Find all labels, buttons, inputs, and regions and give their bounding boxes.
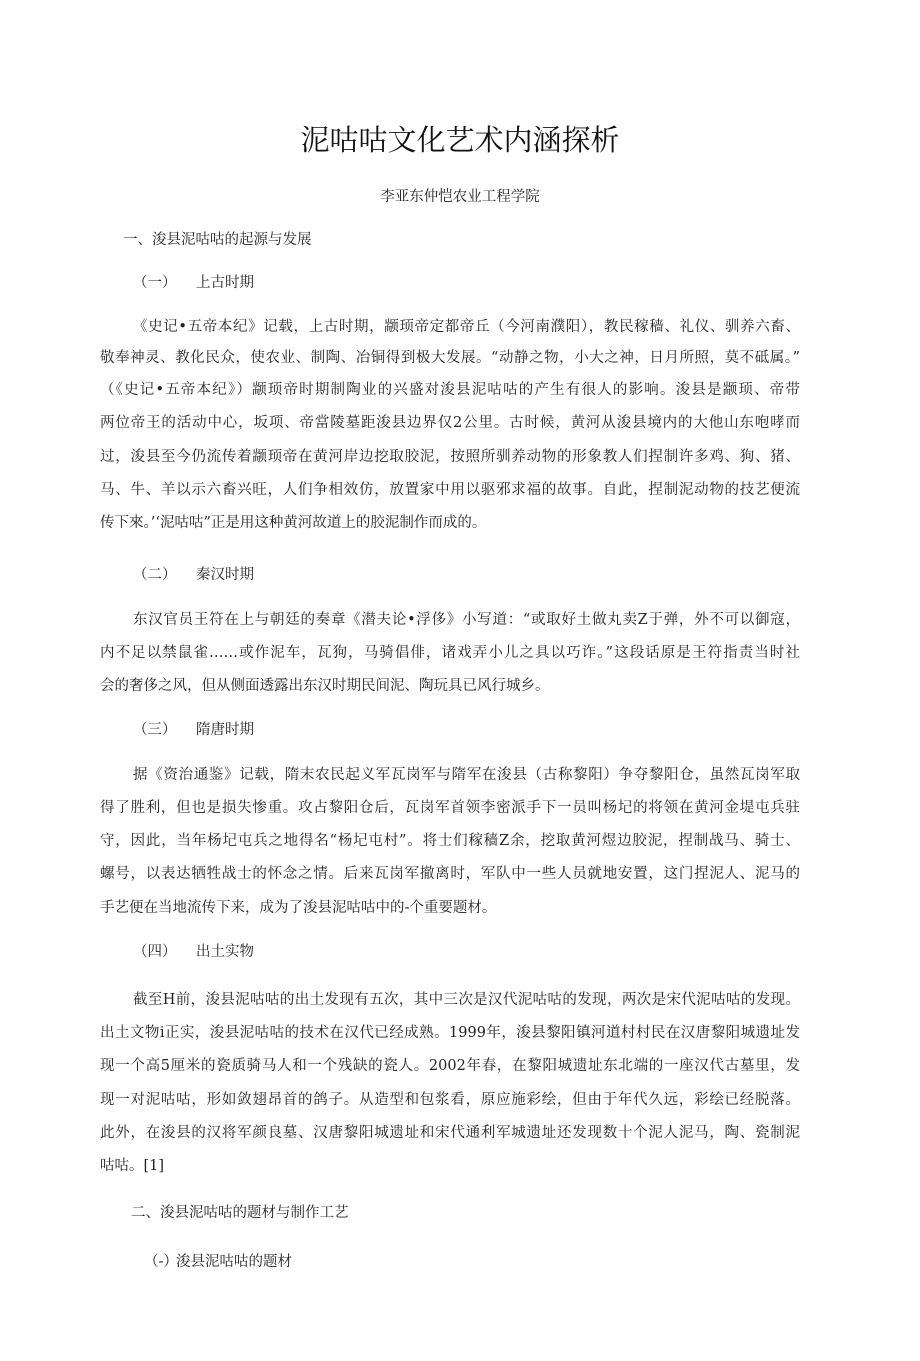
paragraph-line: 据《资治通鉴》记载，隋末农民起义军瓦岗军与隋军在浚县（古称黎阳）争夺黎阳仓，虽然瓦岗军取 — [133, 767, 800, 783]
subsection-heading: 出土实物 — [196, 944, 254, 960]
subsection-number: （四） — [133, 944, 177, 960]
paragraph-line: 会的奢侈之风，但从侧面透露出东汉时期民间泥、陶玩具已风行城乡。 — [100, 678, 550, 694]
paragraph-line: 咕咕。[1] — [100, 1158, 165, 1174]
section-heading: 一、浚县泥咕咕的起源与发展 — [123, 232, 312, 248]
paragraph-line: 传下來。’‘泥咕咕”正是用这种黄河故道上的胶泥制作而成的。 — [100, 515, 487, 531]
paragraph-line: 现一个高5厘米的瓷质骑马人和一个残缺的瓷人。2002年春，在黎阳城遗址东北端的一座汉代古墓里，发 — [100, 1058, 800, 1074]
paragraph-line: 得了胜利，但也是损失惨重。攻占黎阳仓后，瓦岗军首领李密派手下一员叫杨圮的将领在黄河金堤屯兵驻 — [100, 800, 800, 816]
paragraph-line: （《史记•五帝本纪》）颛顼帝时期制陶业的兴盛对浚县泥咕咕的产生有很人的影响。浚县是颛顼、帝带 — [100, 382, 800, 398]
subsection-heading: 隋唐时期 — [196, 722, 254, 738]
paragraph-line: 《史记•五帝本纪》记载，上古时期，颛顼帝定都帝丘（今河南濮阳），教民稼穑、礼仪、驯养六畜、 — [133, 319, 800, 335]
paragraph-line: 过，浚县至今仍流传着颛顼帝在黄河岸边挖取胶泥，按照所驯养动物的形象教人们捏制许多鸡、狗、猪、 — [100, 449, 800, 465]
author-line: 李亚东仲恺农业工程学院 — [380, 189, 540, 205]
document-title: 泥咕咕文化艺术内涵探析 — [300, 123, 620, 157]
paragraph-line: 马、牛、羊以示六畜兴旺，人们争相效仿，放置家中用以驱邪求福的故事。自此，捏制泥动物的技艺便流 — [100, 482, 800, 498]
paragraph-line: 东汉官员王符在上与朝廷的奏章《潜夫论•浮侈》小写道：“或取好土做丸卖Z于弹，外不可以御寇， — [133, 612, 800, 628]
subsection-number: （二） — [133, 567, 177, 583]
paragraph-line: 敬奉神灵、教化民众，使农业、制陶、冶铜得到极大发展。“动静之物，小大之神，日月所照，莫不砥属。” — [100, 350, 800, 366]
paragraph-line: 现一对泥咕咕，形如敛翅昂首的鸽子。从造型和包浆看，原应施彩绘，但由于年代久远，彩绘已经脱落。 — [100, 1092, 800, 1108]
paragraph-line: 手艺便在当地流传下来，成为了浚县泥咕咕中的-个重要题材。 — [100, 900, 497, 916]
subsection-number: （一） — [133, 275, 177, 291]
subsection-number: （-） — [144, 1254, 178, 1270]
subsection-number: （三） — [133, 722, 177, 738]
subsection-heading: 上古时期 — [196, 275, 254, 291]
paragraph-line: 守，因此，当年杨圮屯兵之地得名“杨圮屯村”。将士们稼穑Z余，挖取黄河煜边胶泥，捏制战马、骑士、 — [100, 833, 800, 849]
paragraph-line: 截至H前，浚县泥咕咕的出土发现有五次，其中三次是汉代泥咕咕的发现，两次是宋代泥咕咕的发现。 — [133, 992, 800, 1008]
paragraph-line: 内不足以禁鼠雀……或作泥车，瓦狗，马骑倡俳，诸戏弄小儿之具以巧诈。”这段话原是王符指责当时社 — [100, 645, 800, 661]
paragraph-line: 两位帝王的活动中心，坂项、帝當陵墓距浚县边界仅2公里。古时候，黄河从浚县境内的大他山东咆哮而 — [100, 415, 800, 431]
section-heading: 二、浚县泥咕咕的题材与制作工艺 — [131, 1205, 349, 1221]
paragraph-line: 螺号，以表达牺牲战士的怀念之情。后来瓦岗军撤离时，军队中一些人员就地安置，这门捏泥人、泥马的 — [100, 866, 800, 882]
paragraph-line: 此外，在浚县的汉将军颜良墓、汉唐黎阳城遗址和宋代通利军城遗址还发现数十个泥人泥马，陶、瓷制泥 — [100, 1125, 800, 1141]
paragraph-line: 出土文物i正实，浚县泥咕咕的技术在汉代已经成熟。1999年，浚县黎阳镇河道村村民在汉唐黎阳城遗址发 — [100, 1025, 800, 1041]
subsection-heading: 秦汉时期 — [196, 567, 254, 583]
subsection-heading: 浚县泥咕咕的题材 — [176, 1254, 292, 1270]
